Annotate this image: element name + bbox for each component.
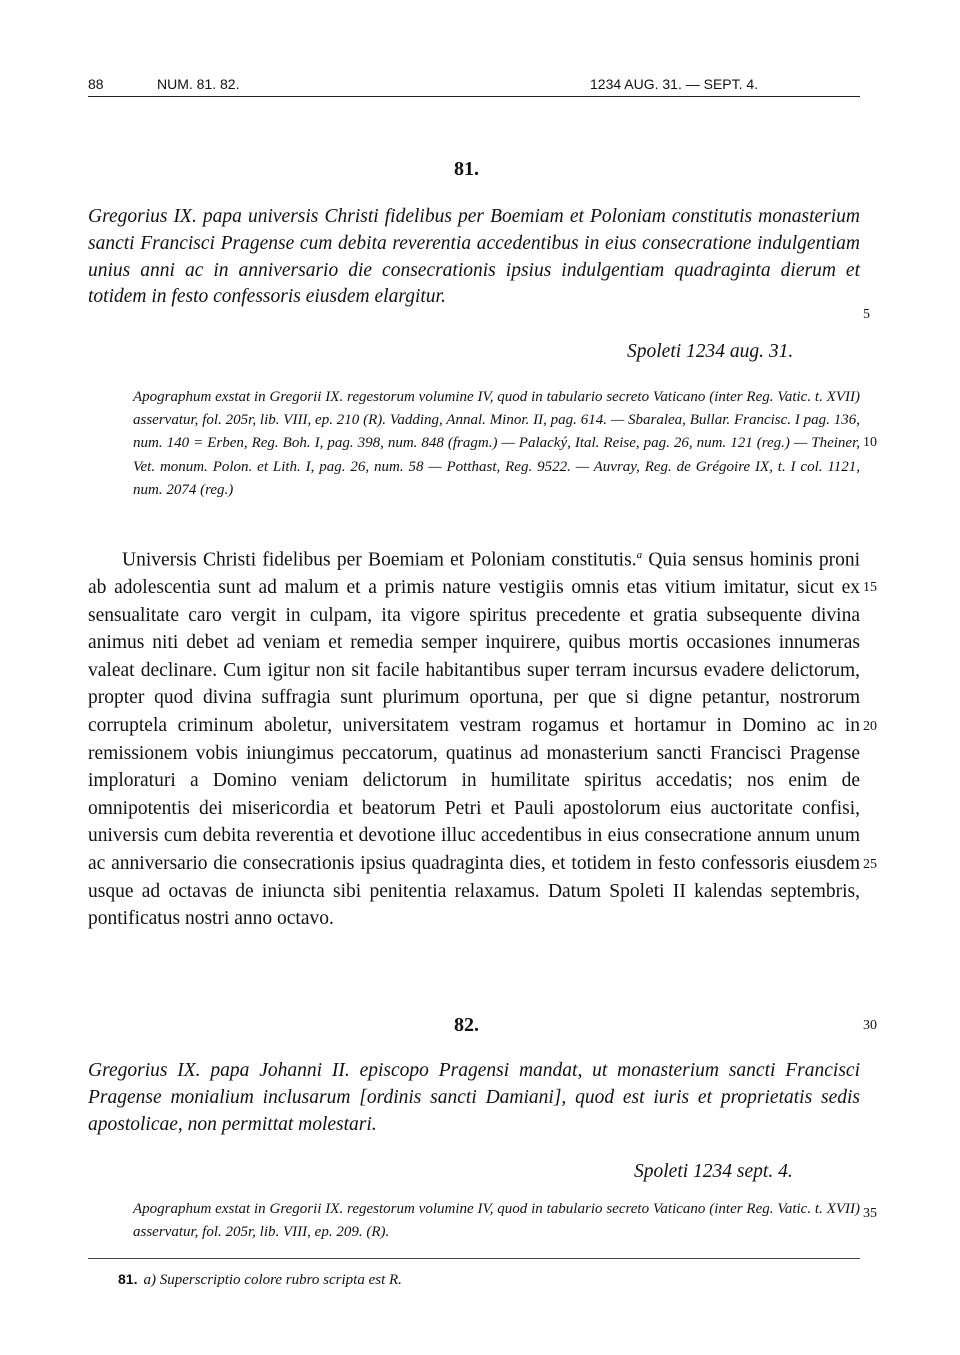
footnote-ref: 81. [118,1271,138,1287]
doc82-place-date: Spoleti 1234 sept. 4. [634,1161,793,1182]
footnote-text: a) Superscriptio colore rubro scripta est R. [143,1272,402,1288]
doc82-sources: Apographum exstat in Gregorii IX. regestorum volumine IV, quod in tabulario secreto Vaticano (inter Reg. Vatic. t. XVII) asservatur, fol. 205r, lib. VIII, ep. 209. (R). [133,1201,860,1241]
doc81-sources: Apographum exstat in Gregorii IX. regestorum volumine IV, quod in tabulario secreto Vaticano (inter Reg. Vatic. t. XVII) asservatur, fol. 205r, lib. VIII, ep. 210 (R). Vadding, Annal. Minor. II, pag. 614. — Sbaralea, Bullar. Francisc. I pag. 136, num. 140 = Erben, Reg. Boh. I, pag. 398, num. 848 (fragm.) — Palacký, Ital. Reise, pag. 26, num. 121 (reg.) — Theiner, Vet. monum. Polon. et Lith. I, pag. 26, num. 58 — Potthast, Reg. 9522. — Auvray, Reg. de Grégoire IX, t. I col. 1121, num. 2074 (reg.) [133,389,860,498]
line-number: 20 [863,719,877,734]
line-number: 10 [863,435,877,450]
doc81-place-date: Spoleti 1234 aug. 31. [627,341,794,362]
doc82-regest: Gregorius IX. papa Johanni II. episcopo Pragensi mandat, ut monasterium sancti Francisci Pragense monialium inclusarum [ordinis sancti Damiani], quod est iuris et proprietatis sedis apostolicae, non permittat molestari. [88,1060,860,1135]
line-number: 35 [863,1206,877,1221]
line-number: 15 [863,580,877,595]
footnote [118,1271,402,1289]
line-number: 25 [863,857,877,872]
doc81-main-text [88,542,860,933]
doc81-body: Quia sensus hominis proni ab adolescentia sunt ad malum et a primis nature vestigiis omnis etas vitium imitatur, sicut ex sensualitate caro vergit in culpam, ita vigore spiritus precedente et gratia subsequente divina animus niti debet ad veniam et remedia semper inquirere, quibus mortis occasiones innumeras valeat declinare. Cum igitur non sit facile habitantibus super terram incursus evadere delictorum, propter quod divina suffragia sunt plurimum oportuna, per que si digne petantur, nostrorum corruptela criminum aboletur, universitatem vestram rogamus et hortamur in Domino ac in remissionem vobis iniungimus peccatorum, quatinus ad monasterium sancti Francisci Pragense imploraturi a Domino veniam delictorum in humilitate spiritus accedatis; nos enim de omnipotentis dei misericordia et beatorum Petri et Pauli apostolorum eius auctoritate confisi, universis cum debita reverentia et devotione illuc accedentibus in eius consecratione annum unum ac anniversario die consecrationis ipsius quadraginta dies, et totidem in festo confessoris eiusdem usque ad octavas de iniuncta sibi penitentia relaxamus. Datum Spoleti II kalendas septembris, pontificatus nostri anno octavo. [88,549,860,930]
doc81-address: Universis Christi fidelibus per Boemiam et Poloniam constitutis. [122,549,637,571]
page-number: 88 [88,76,104,92]
footnote-rule [88,1258,860,1259]
footnote-mark: a [636,549,643,561]
running-head [88,76,860,96]
date-range: 1234 AUG. 31. — SEPT. 4. [590,76,759,92]
doc81-regest: Gregorius IX. papa universis Christi fidelibus per Boemiam et Poloniam constitutis monasterium sancti Francisci Pragense cum debita reverentia accedentibus in eius consecratione indulgentiam unius anni ac in anniversario die consecrationis ipsius indulgentiam quadraginta dierum et totidem in festo confessoris eiusdem elargitur. [88,206,860,308]
line-number: 5 [863,307,870,322]
header-rule [88,96,860,97]
doc82-number: 82. [454,1014,479,1036]
line-number: 30 [863,1018,877,1033]
document-numbers: NUM. 81. 82. [157,76,240,92]
doc81-number: 81. [454,158,479,180]
